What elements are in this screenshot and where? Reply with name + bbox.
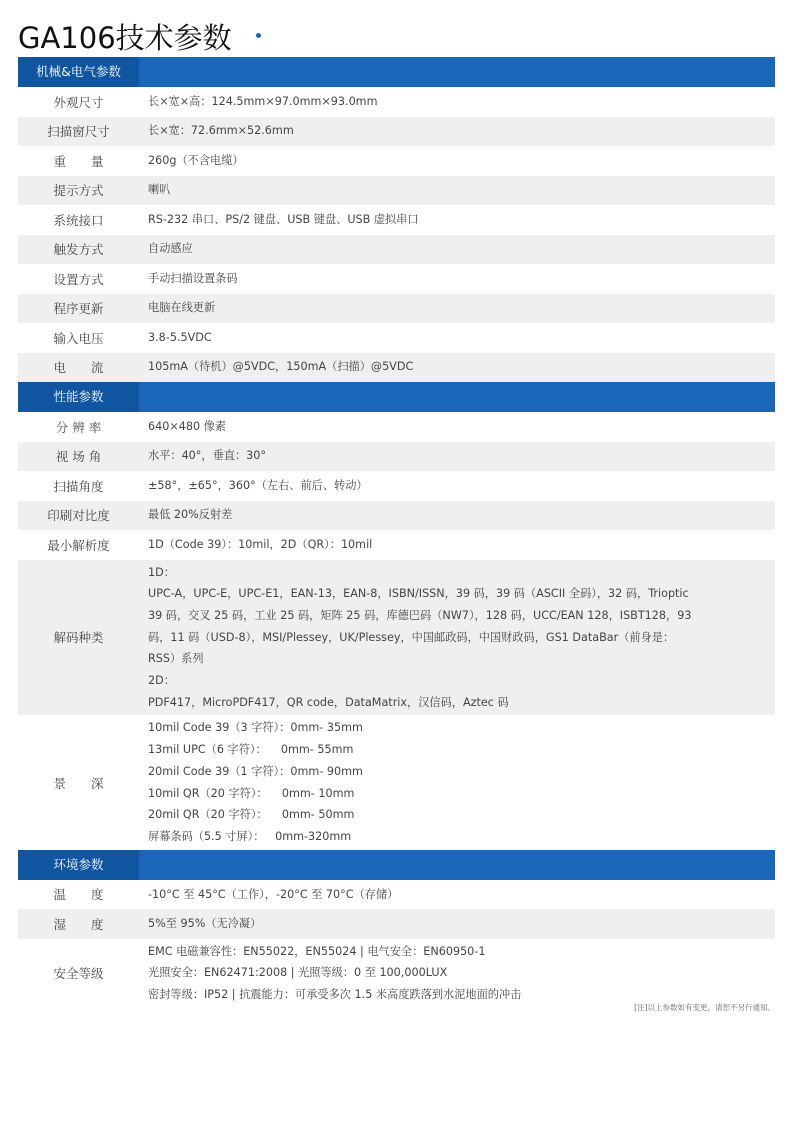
spec-value (139, 297, 775, 319)
spec-value-line: 长×宽：72.6mm×52.6mm (148, 124, 294, 138)
section-label: 性能参数 (18, 382, 139, 412)
spec-value-line: 喇叭 (148, 183, 171, 197)
spec-row (18, 909, 775, 939)
section-header (18, 850, 775, 880)
spec-value-line: 640×480 像素 (148, 419, 227, 433)
spec-value-line: EMC 电磁兼容性：EN55022，EN55024 | 电气安全：EN60950-1 (148, 944, 486, 958)
spec-value (139, 268, 775, 290)
spec-row (18, 501, 775, 531)
spec-value (139, 560, 775, 716)
spec-value-line: ±58°，±65°，360°（左右、前后、转动） (148, 478, 368, 492)
spec-value (139, 534, 775, 556)
spec-row (18, 323, 775, 353)
spec-value-line: 自动感应 (148, 242, 193, 256)
footnote: [注]以上参数如有变更，请恕不另行通知。 (634, 1003, 775, 1012)
spec-value (139, 327, 775, 349)
spec-value (139, 445, 775, 467)
spec-value (139, 913, 775, 935)
spec-row (18, 560, 775, 716)
spec-value-line: 屏幕条码（5.5 寸屏）： 0mm-320mm (148, 829, 352, 843)
spec-key: 触发方式 (53, 242, 104, 258)
spec-row (18, 880, 775, 910)
spec-value-line: 39 码，交叉 25 码，工业 25 码，矩阵 25 码，库德巴码（NW7），128 码，UCC/EAN 128，ISBT128，93 (148, 608, 692, 622)
spec-key: 景 深 (53, 775, 104, 791)
spec-value-line: 密封等级：IP52 | 抗震能力：可承受多次 1.5 米高度跌落到水泥地面的冲击 (148, 988, 522, 1002)
spec-row (18, 205, 775, 235)
spec-value-line: 20mil QR（20 字符）： 0mm- 50mm (148, 808, 355, 822)
section-label: 机械&电气参数 (18, 57, 139, 87)
spec-row (18, 412, 775, 442)
spec-value (139, 884, 775, 906)
spec-value-line: 2D： (148, 674, 175, 688)
spec-value (139, 715, 775, 849)
title-dot (256, 33, 261, 38)
spec-value-line: 10mil QR（20 字符）： 0mm- 10mm (148, 786, 355, 800)
spec-value-line: 电脑在线更新 (148, 301, 216, 315)
spec-row (18, 353, 775, 383)
spec-key: 重 量 (53, 153, 104, 169)
spec-row (18, 442, 775, 472)
spec-key: 视 场 角 (55, 449, 102, 465)
spec-key: 外观尺寸 (53, 94, 104, 110)
spec-row (18, 715, 775, 849)
spec-value-line: 5%至 95%（无冷凝） (148, 917, 262, 931)
spec-key: 提示方式 (53, 183, 104, 199)
spec-value-line: 13mil UPC（6 字符）： 0mm- 55mm (148, 743, 354, 757)
spec-key: 电 流 (53, 360, 104, 376)
section-header (18, 382, 775, 412)
spec-key: 扫描角度 (53, 478, 104, 494)
spec-value-line: 长×宽×高：124.5mm×97.0mm×93.0mm (148, 94, 378, 108)
spec-value (139, 209, 775, 231)
spec-value (139, 356, 775, 378)
spec-value-line: RSS）系列 (148, 652, 204, 666)
spec-key: 解码种类 (53, 630, 104, 646)
spec-value (139, 504, 775, 526)
spec-value-line: -10°C 至 45°C（工作），-20°C 至 70°C（存储） (148, 887, 399, 901)
spec-row (18, 235, 775, 265)
spec-key: 温 度 (53, 887, 104, 903)
spec-key: 安全等级 (53, 966, 104, 982)
spec-row (18, 146, 775, 176)
spec-row (18, 117, 775, 147)
spec-key: 输入电压 (53, 330, 104, 346)
spec-value (139, 238, 775, 260)
spec-table (18, 57, 775, 1008)
page-title: GA106技术参数 (18, 20, 232, 55)
spec-value-line: 最低 20%反射差 (148, 508, 233, 522)
spec-row (18, 939, 775, 1008)
spec-value-line: 光照安全：EN62471:2008 | 光照等级：0 至 100,000LUX (148, 966, 448, 980)
spec-row (18, 87, 775, 117)
spec-key: 印刷对比度 (47, 508, 110, 524)
section-label: 环境参数 (18, 850, 139, 880)
spec-value (139, 939, 775, 1008)
spec-value-line: 10mil Code 39（3 字符）：0mm- 35mm (148, 721, 363, 735)
spec-value (139, 150, 775, 172)
spec-key: 系统接口 (53, 212, 104, 228)
spec-value-line: 码，11 码（USD-8），MSI/Plessey，UK/Plessey，中国邮政码，中国财政码，GS1 DataBar（前身是： (148, 630, 675, 644)
spec-key: 分 辨 率 (55, 419, 102, 435)
spec-value-line: 1D（Code 39）：10mil，2D（QR）：10mil (148, 537, 373, 551)
spec-value-line: PDF417，MicroPDF417，QR code，DataMatrix，汉信码，Aztec 码 (148, 695, 509, 709)
spec-value-line: 水平：40°，垂直：30° (148, 449, 266, 463)
spec-value-line: 1D： (148, 565, 175, 579)
title-row (18, 16, 232, 56)
spec-value (139, 475, 775, 497)
spec-value (139, 120, 775, 142)
spec-row (18, 264, 775, 294)
spec-value-line: 3.8-5.5VDC (148, 330, 212, 344)
spec-row (18, 471, 775, 501)
spec-row (18, 294, 775, 324)
spec-value-line: 手动扫描设置条码 (148, 271, 238, 285)
spec-key: 程序更新 (53, 301, 104, 317)
spec-row (18, 530, 775, 560)
spec-value-line: 20mil Code 39（1 字符）：0mm- 90mm (148, 764, 363, 778)
spec-row (18, 176, 775, 206)
spec-value (139, 91, 775, 113)
spec-value (139, 416, 775, 438)
section-header (18, 57, 775, 87)
spec-key: 设置方式 (53, 271, 104, 287)
spec-value-line: RS-232 串口、PS/2 键盘、USB 键盘、USB 虚拟串口 (148, 212, 419, 226)
spec-value-line: 105mA（待机）@5VDC，150mA（扫描）@5VDC (148, 360, 414, 374)
spec-key: 湿 度 (53, 916, 104, 932)
spec-value-line: UPC-A，UPC-E，UPC-E1，EAN-13，EAN-8，ISBN/ISSN，39 码，39 码（ASCII 全码），32 码，Trioptic (148, 587, 689, 601)
spec-key: 扫描窗尺寸 (47, 124, 110, 140)
spec-key: 最小解析度 (47, 537, 110, 553)
spec-value (139, 179, 775, 201)
spec-value-line: 260g（不含电缆） (148, 153, 244, 167)
